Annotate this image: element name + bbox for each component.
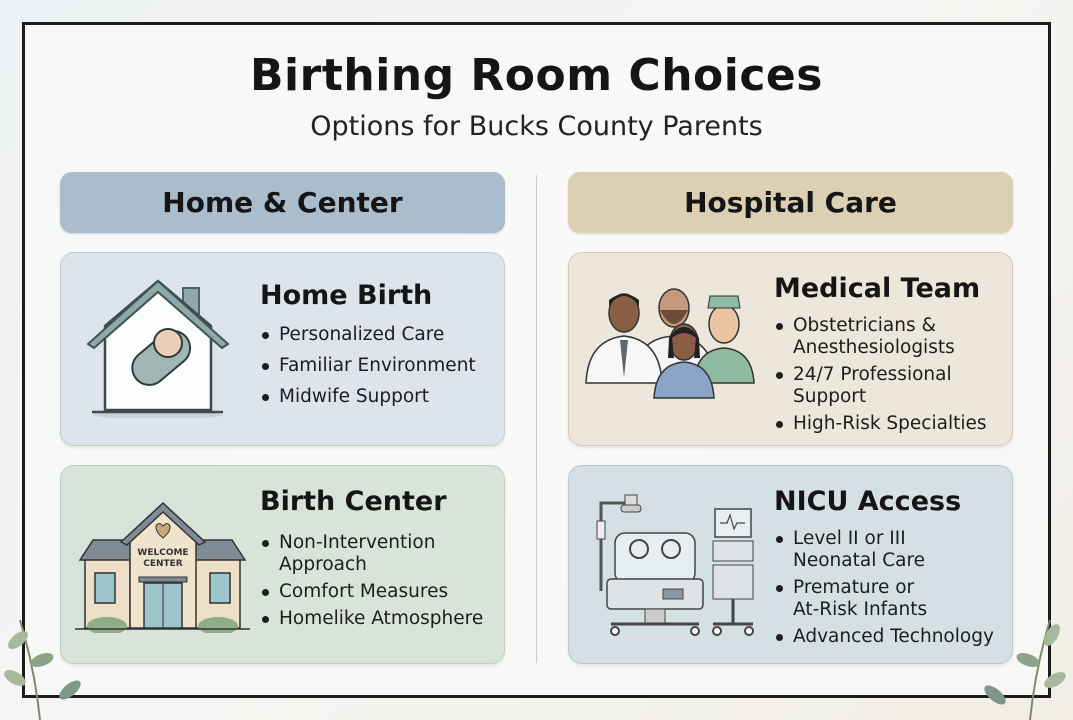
list-item-text: High-Risk Specialties <box>793 413 987 434</box>
list-item <box>260 324 476 346</box>
list-item-text: Homelike Atmosphere <box>279 608 484 629</box>
card-nicu-access <box>568 465 1013 664</box>
list-item-text: Neonatal Care <box>793 550 926 571</box>
card-title: Home Birth <box>260 280 433 311</box>
list-item <box>774 528 994 572</box>
leaf-decoration-left-icon <box>0 600 100 720</box>
page-title: Birthing Room Choices <box>250 50 823 101</box>
list-item-text: Support <box>793 386 867 407</box>
nicu-list <box>774 528 994 653</box>
card-title: Medical Team <box>774 273 981 304</box>
list-item <box>260 355 476 377</box>
list-item <box>260 581 483 603</box>
section-header-hospital-care: Hospital Care <box>568 172 1013 233</box>
sign-line-2: CENTER <box>143 559 183 569</box>
home-birth-list <box>260 324 476 417</box>
list-item <box>774 577 994 621</box>
card-title: NICU Access <box>774 486 962 517</box>
birth-center-list <box>260 532 483 635</box>
section-header-home-center: Home & Center <box>60 172 505 233</box>
medical-team-list <box>774 315 987 440</box>
list-item-text: Approach <box>279 554 367 575</box>
list-item <box>774 364 987 408</box>
list-item <box>774 413 987 435</box>
list-item-text: Comfort Measures <box>279 581 449 602</box>
list-item-text: At-Risk Infants <box>793 599 928 620</box>
list-item <box>774 626 994 648</box>
card-birth-center <box>60 465 505 664</box>
list-item-text: Anesthesiologists <box>793 337 955 358</box>
list-item-text: 24/7 Professional <box>793 364 952 385</box>
birth-center-building-icon <box>75 498 250 633</box>
card-home-birth <box>60 252 505 446</box>
list-item-text: Premature or <box>793 577 915 598</box>
card-medical-team <box>568 252 1013 446</box>
list-item-text: Personalized Care <box>279 324 445 345</box>
sign-line-1: WELCOME <box>137 548 189 558</box>
list-item-text: Familiar Environment <box>279 355 476 376</box>
column-divider <box>536 175 537 663</box>
list-item-text: Advanced Technology <box>793 626 994 647</box>
list-item <box>260 532 483 576</box>
page-subtitle: Options for Bucks County Parents <box>310 111 763 142</box>
medical-team-icon <box>584 278 764 418</box>
list-item <box>774 315 987 359</box>
house-baby-icon <box>83 278 233 418</box>
list-item-text: Midwife Support <box>279 386 430 407</box>
list-item-text: Obstetricians & <box>793 315 936 336</box>
list-item <box>260 386 476 408</box>
list-item-text: Level II or III <box>793 528 906 549</box>
list-item <box>260 608 483 630</box>
list-item-text: Non-Intervention <box>279 532 436 553</box>
leaf-decoration-right-icon <box>970 600 1073 720</box>
incubator-icon <box>587 491 757 641</box>
card-title: Birth Center <box>260 486 447 517</box>
